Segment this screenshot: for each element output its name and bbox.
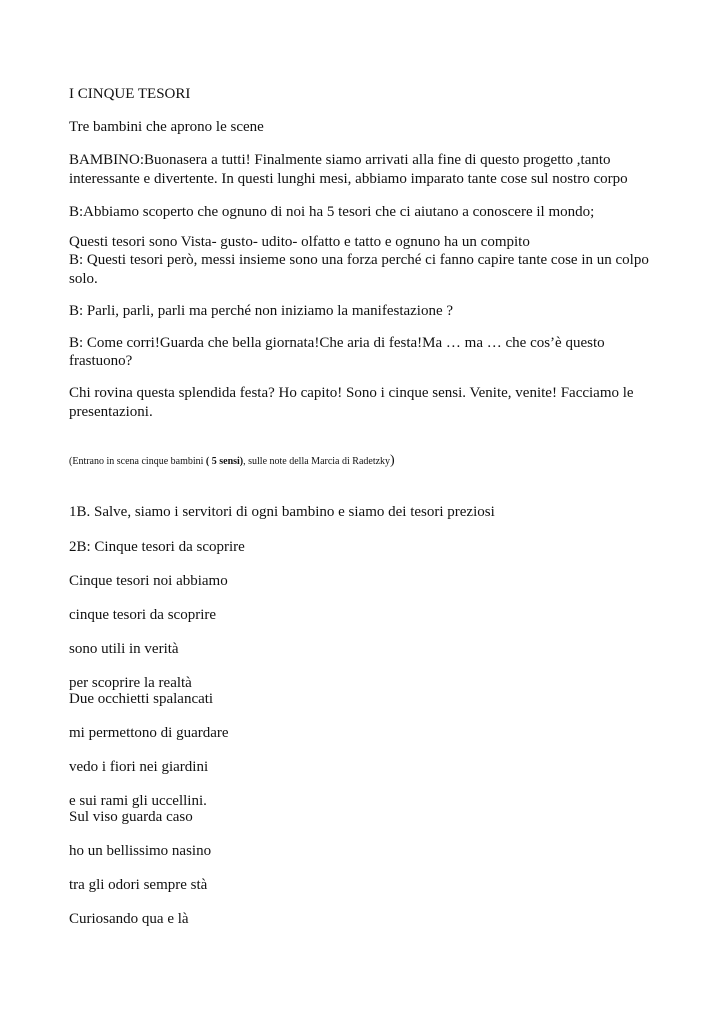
intro-line: Tre bambini che aprono le scene (69, 119, 264, 135)
stage-direction-paren: ) (390, 453, 395, 468)
verse-line: cinque tesori da scoprire (69, 607, 217, 623)
paragraph-line: interessante e divertente. In questi lunghi mesi, abbiamo imparato tante cose sul nostro corpo (69, 171, 628, 187)
verse-line: e sui rami gli uccellini. (69, 793, 207, 809)
verse-line: ho un bellissimo nasino (69, 843, 212, 859)
verse-line: Curiosando qua e là (69, 911, 189, 927)
document-title: I CINQUE TESORI (69, 86, 191, 102)
paragraph-line: BAMBINO:Buonasera a tutti! Finalmente siamo arrivati alla fine di questo progetto ,tanto (69, 152, 611, 168)
paragraph-line: presentazioni. (69, 404, 153, 420)
verse-line: mi permettono di guardare (69, 725, 229, 741)
verse-line: tra gli odori sempre stà (69, 877, 208, 893)
verse-line: sono utili in verità (69, 641, 179, 657)
stage-direction-text: , sulle note della Marcia di Radetzky (243, 456, 391, 467)
stage-direction-bold: ( 5 sensi) (205, 456, 244, 467)
verse-line: Due occhietti spalancati (69, 691, 214, 707)
verse-line: vedo i fiori nei giardini (69, 759, 209, 775)
paragraph-line: Questi tesori sono Vista- gusto- udito- olfatto e tatto e ognuno ha un compito (69, 234, 530, 250)
stage-direction-text: (Entrano in scena cinque bambini (69, 456, 206, 467)
verse-line: Sul viso guarda caso (69, 809, 193, 825)
paragraph-line: frastuono? (69, 353, 133, 369)
verse-line: Cinque tesori noi abbiamo (69, 573, 228, 589)
stage-direction (69, 451, 659, 472)
paragraph-line: Chi rovina questa splendida festa? Ho capito! Sono i cinque sensi. Venite, venite! Facciamo le (69, 385, 634, 401)
verse-line: per scoprire la realtà (69, 675, 192, 691)
paragraph-line: solo. (69, 271, 98, 287)
dialogue-line: 1B. Salve, siamo i servitori di ogni bambino e siamo dei tesori preziosi (69, 504, 495, 520)
paragraph-line: B: Questi tesori però, messi insieme sono una forza perché ci fanno capire tante cose in un colpo (69, 252, 649, 268)
paragraph-line: B: Come corri!Guarda che bella giornata!Che aria di festa!Ma … ma … che cos’è questo (69, 335, 605, 351)
paragraph-line: B: Parli, parli, parli ma perché non iniziamo la manifestazione ? (69, 303, 454, 319)
paragraph-line: B:Abbiamo scoperto che ognuno di noi ha 5 tesori che ci aiutano a conoscere il mondo; (69, 204, 595, 220)
dialogue-line: 2B: Cinque tesori da scoprire (69, 539, 245, 555)
